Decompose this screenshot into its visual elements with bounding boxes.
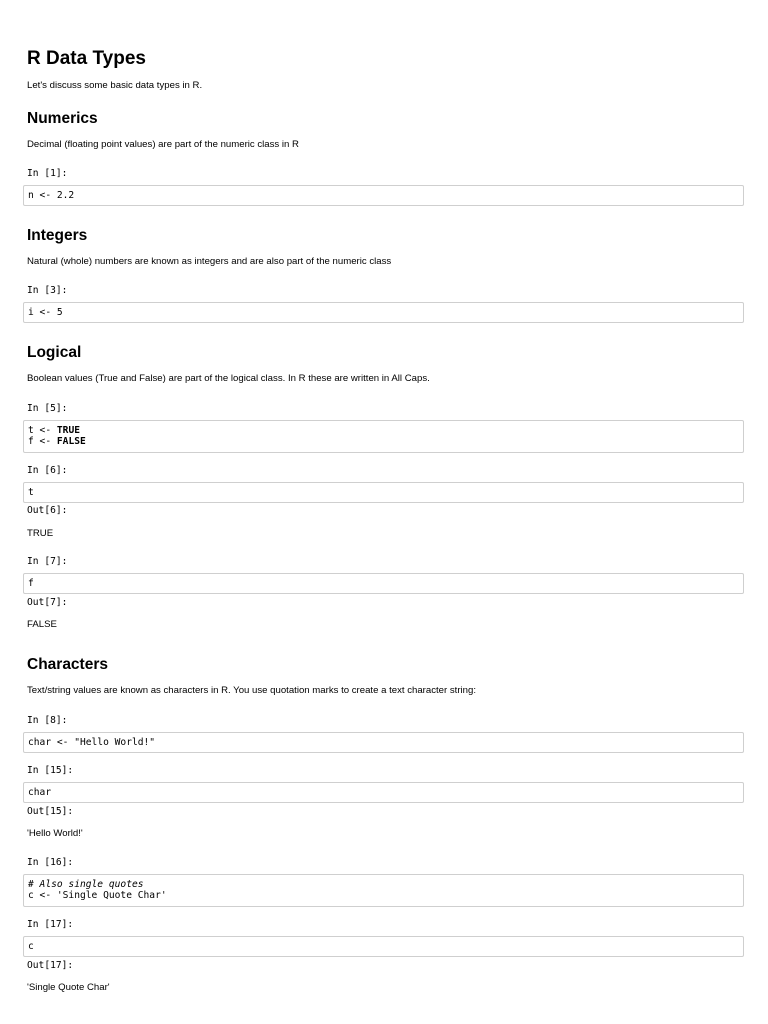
cell-output: 'Hello World!': [27, 828, 83, 839]
code-comment: # Also single quotes: [28, 879, 144, 890]
integers-text: Natural (whole) numbers are known as integers and are also part of the numeric class: [27, 256, 392, 267]
section-heading-characters: Characters: [27, 656, 108, 673]
input-prompt: In [7]:: [27, 556, 68, 567]
code-cell-3[interactable]: [23, 302, 744, 323]
characters-text: Text/string values are known as characters in R. You use quotation marks to create a text character string:: [27, 685, 476, 696]
code-cell-1[interactable]: [23, 185, 744, 206]
code-line: char <- "Hello World!": [28, 737, 156, 748]
code-cell-5[interactable]: [23, 420, 744, 453]
keyword-false: FALSE: [56, 436, 86, 447]
input-prompt: In [15]:: [27, 765, 74, 776]
keyword-true: TRUE: [56, 425, 80, 436]
input-prompt: In [8]:: [27, 715, 68, 726]
logical-text: Boolean values (True and False) are part of the logical class. In R these are written in All Caps.: [27, 373, 430, 384]
cell-output: FALSE: [27, 619, 57, 630]
code-line: [28, 425, 739, 436]
input-prompt: In [6]:: [27, 465, 68, 476]
page-title: R Data Types: [27, 48, 146, 69]
code-line: n <- 2.2: [28, 190, 75, 201]
input-prompt: In [5]:: [27, 403, 68, 414]
input-prompt: In [1]:: [27, 168, 68, 179]
input-prompt: In [3]:: [27, 285, 68, 296]
code-line: f: [28, 578, 34, 589]
code-cell-17[interactable]: [23, 936, 744, 957]
code-line: c: [28, 941, 34, 952]
code-text: t <-: [28, 425, 57, 436]
code-cell-15[interactable]: [23, 782, 744, 803]
code-text: f <-: [28, 436, 57, 447]
code-cell-7[interactable]: [23, 573, 744, 594]
code-line: i <- 5: [28, 307, 63, 318]
section-heading-numerics: Numerics: [27, 110, 98, 127]
section-heading-integers: Integers: [27, 227, 88, 244]
code-line: t: [28, 487, 34, 498]
input-prompt: In [17]:: [27, 919, 74, 930]
section-heading-logical: Logical: [27, 344, 82, 361]
cell-output: 'Single Quote Char': [27, 982, 110, 993]
code-cell-8[interactable]: [23, 732, 744, 753]
input-prompt: In [16]:: [27, 857, 74, 868]
code-cell-6[interactable]: [23, 482, 744, 503]
intro-text: Let's discuss some basic data types in R.: [27, 80, 203, 91]
cell-output: TRUE: [27, 528, 54, 539]
code-line: char: [28, 787, 52, 798]
numerics-text: Decimal (floating point values) are part of the numeric class in R: [27, 139, 299, 150]
output-prompt: Out[6]:: [27, 505, 68, 516]
output-prompt: Out[7]:: [27, 597, 68, 608]
output-prompt: Out[15]:: [27, 806, 74, 817]
code-line: [28, 436, 739, 447]
code-line: c <- 'Single Quote Char': [28, 890, 167, 901]
output-prompt: Out[17]:: [27, 960, 74, 971]
code-cell-16[interactable]: [23, 874, 744, 907]
